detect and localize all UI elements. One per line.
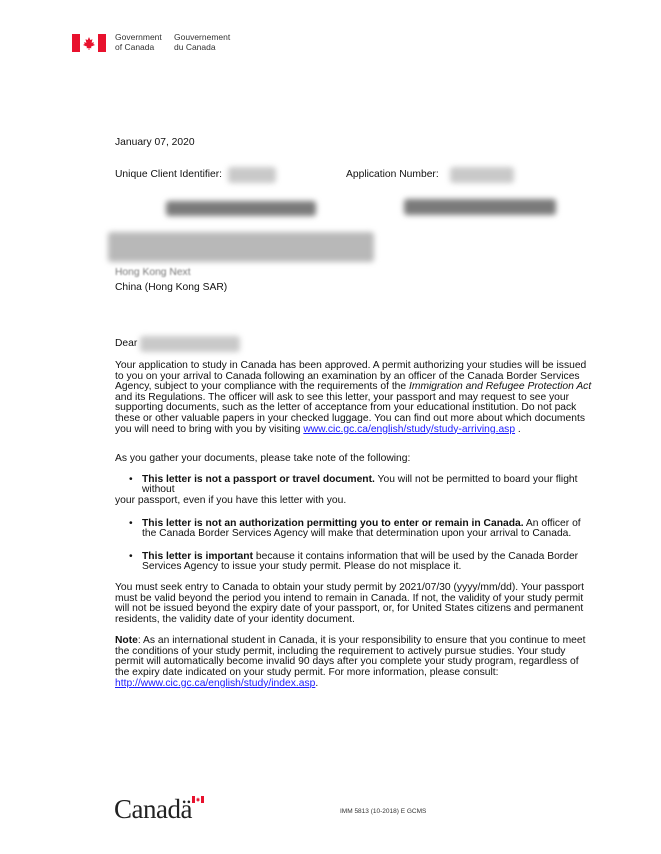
redacted-recipient-name: [140, 336, 240, 352]
paragraph-note: [115, 636, 593, 689]
entry-deadline-text-2: (yyyy/mm/dd). Your passport must be valid beyond the period you intend to remain in Canada. If not, the validity of your study permit will not be issued beyond the expiry date of your passport, or, for United States citizens and permanent residents, the validity date of your identity document.: [115, 581, 584, 625]
approval-text-2: and its Regulations. The officer will ask to see this letter, your passport and may request to see your supporting documents, such as the letter of acceptance from your educational institution. Do not pack these or other valuable papers in your checked luggage. You can find out more about which documents you will need to bring with you by visiting: [115, 391, 585, 435]
address-country: China (Hong Kong SAR): [115, 282, 228, 293]
paragraph-entry-deadline: [115, 583, 593, 625]
letter-body: [115, 361, 593, 689]
wordmark-flag-icon: [192, 796, 204, 803]
note-not-passport: [115, 475, 593, 507]
redacted-barcode-left: [166, 201, 316, 216]
note-important-text: because it contains information that will be used by the Canada Border Services Agency to issue your study permit. Please do not misplace it.: [142, 550, 579, 573]
canada-flag-icon: [72, 34, 106, 52]
study-arriving-link[interactable]: www.cic.gc.ca/english/study/study-arriving.asp: [303, 423, 516, 435]
government-signature-en: [115, 33, 162, 52]
note-not-authorization-text: An officer of the Canada Border Services Agency will make that determination upon your arrival to Canada.: [142, 517, 581, 540]
note-label: Note: [115, 635, 138, 647]
uci-label: Unique Client Identifier:: [115, 169, 223, 180]
address-line-partial: Hong Kong Next: [115, 267, 191, 278]
act-name: Immigration and Refugee Protection Act: [409, 381, 592, 393]
note-not-passport-line2: your passport, even if you have this letter with you.: [115, 494, 347, 506]
note-not-passport-text: You will not be permitted to board your flight without: [142, 473, 578, 496]
approval-text-1: Your application to study in Canada has been approved. A permit authorizing your studies will be issued to you on your arrival to Canada following an examination by an officer of the Canada Border Services Agency, subject to your compliance with the requirements of the: [115, 360, 587, 393]
note-important: [115, 552, 593, 573]
study-index-link[interactable]: http://www.cic.gc.ca/english/study/index.asp: [115, 677, 316, 689]
redacted-application-number: [450, 167, 514, 183]
note-important-bold: This letter is important: [142, 550, 253, 562]
application-number-label: Application Number:: [346, 169, 439, 180]
gov-fr-line1: Gouvernement: [174, 32, 231, 42]
note-text: : As an international student in Canada, it is your responsibility to ensure that you continue to meet the conditions of your study permit, including the requirement to actively pursue studies. Your study permit will automatically become invalid 90 days after you complete your study program, regardless of the expiry date indicated on your study permit. For more information, please consult:: [115, 635, 586, 679]
note-not-authorization-bold: This letter is not an authorization permitting you to enter or remain in Canada.: [142, 517, 524, 529]
canada-wordmark-text: Canadä: [114, 794, 192, 824]
redacted-barcode-right: [404, 199, 556, 215]
entry-deadline-text-1: You must seek entry to Canada to obtain your study permit by: [115, 581, 400, 593]
approval-text-end: .: [515, 423, 521, 435]
government-signature-fr: [174, 33, 230, 52]
note-not-passport-bold: This letter is not a passport or travel document.: [142, 473, 375, 485]
redacted-uci: [228, 167, 276, 183]
paragraph-gather-documents: As you gather your documents, please take note of the following:: [115, 453, 411, 465]
gov-fr-line2: du Canada: [174, 41, 216, 52]
notes-list: [115, 475, 593, 573]
note-text-end: .: [315, 677, 319, 689]
gov-en-line1: Government: [115, 32, 162, 42]
note-not-authorization: [115, 519, 593, 540]
letter-date: January 07, 2020: [115, 137, 195, 148]
form-code: IMM 5813 (10-2018) E GCMS: [340, 808, 427, 815]
canada-wordmark: [114, 794, 192, 825]
salutation: Dear: [115, 338, 138, 349]
redacted-recipient-address: [108, 232, 374, 262]
entry-deadline-date: 2021/07/30: [399, 581, 454, 593]
gov-en-line2: of Canada: [115, 41, 155, 52]
paragraph-approval: [115, 361, 593, 435]
